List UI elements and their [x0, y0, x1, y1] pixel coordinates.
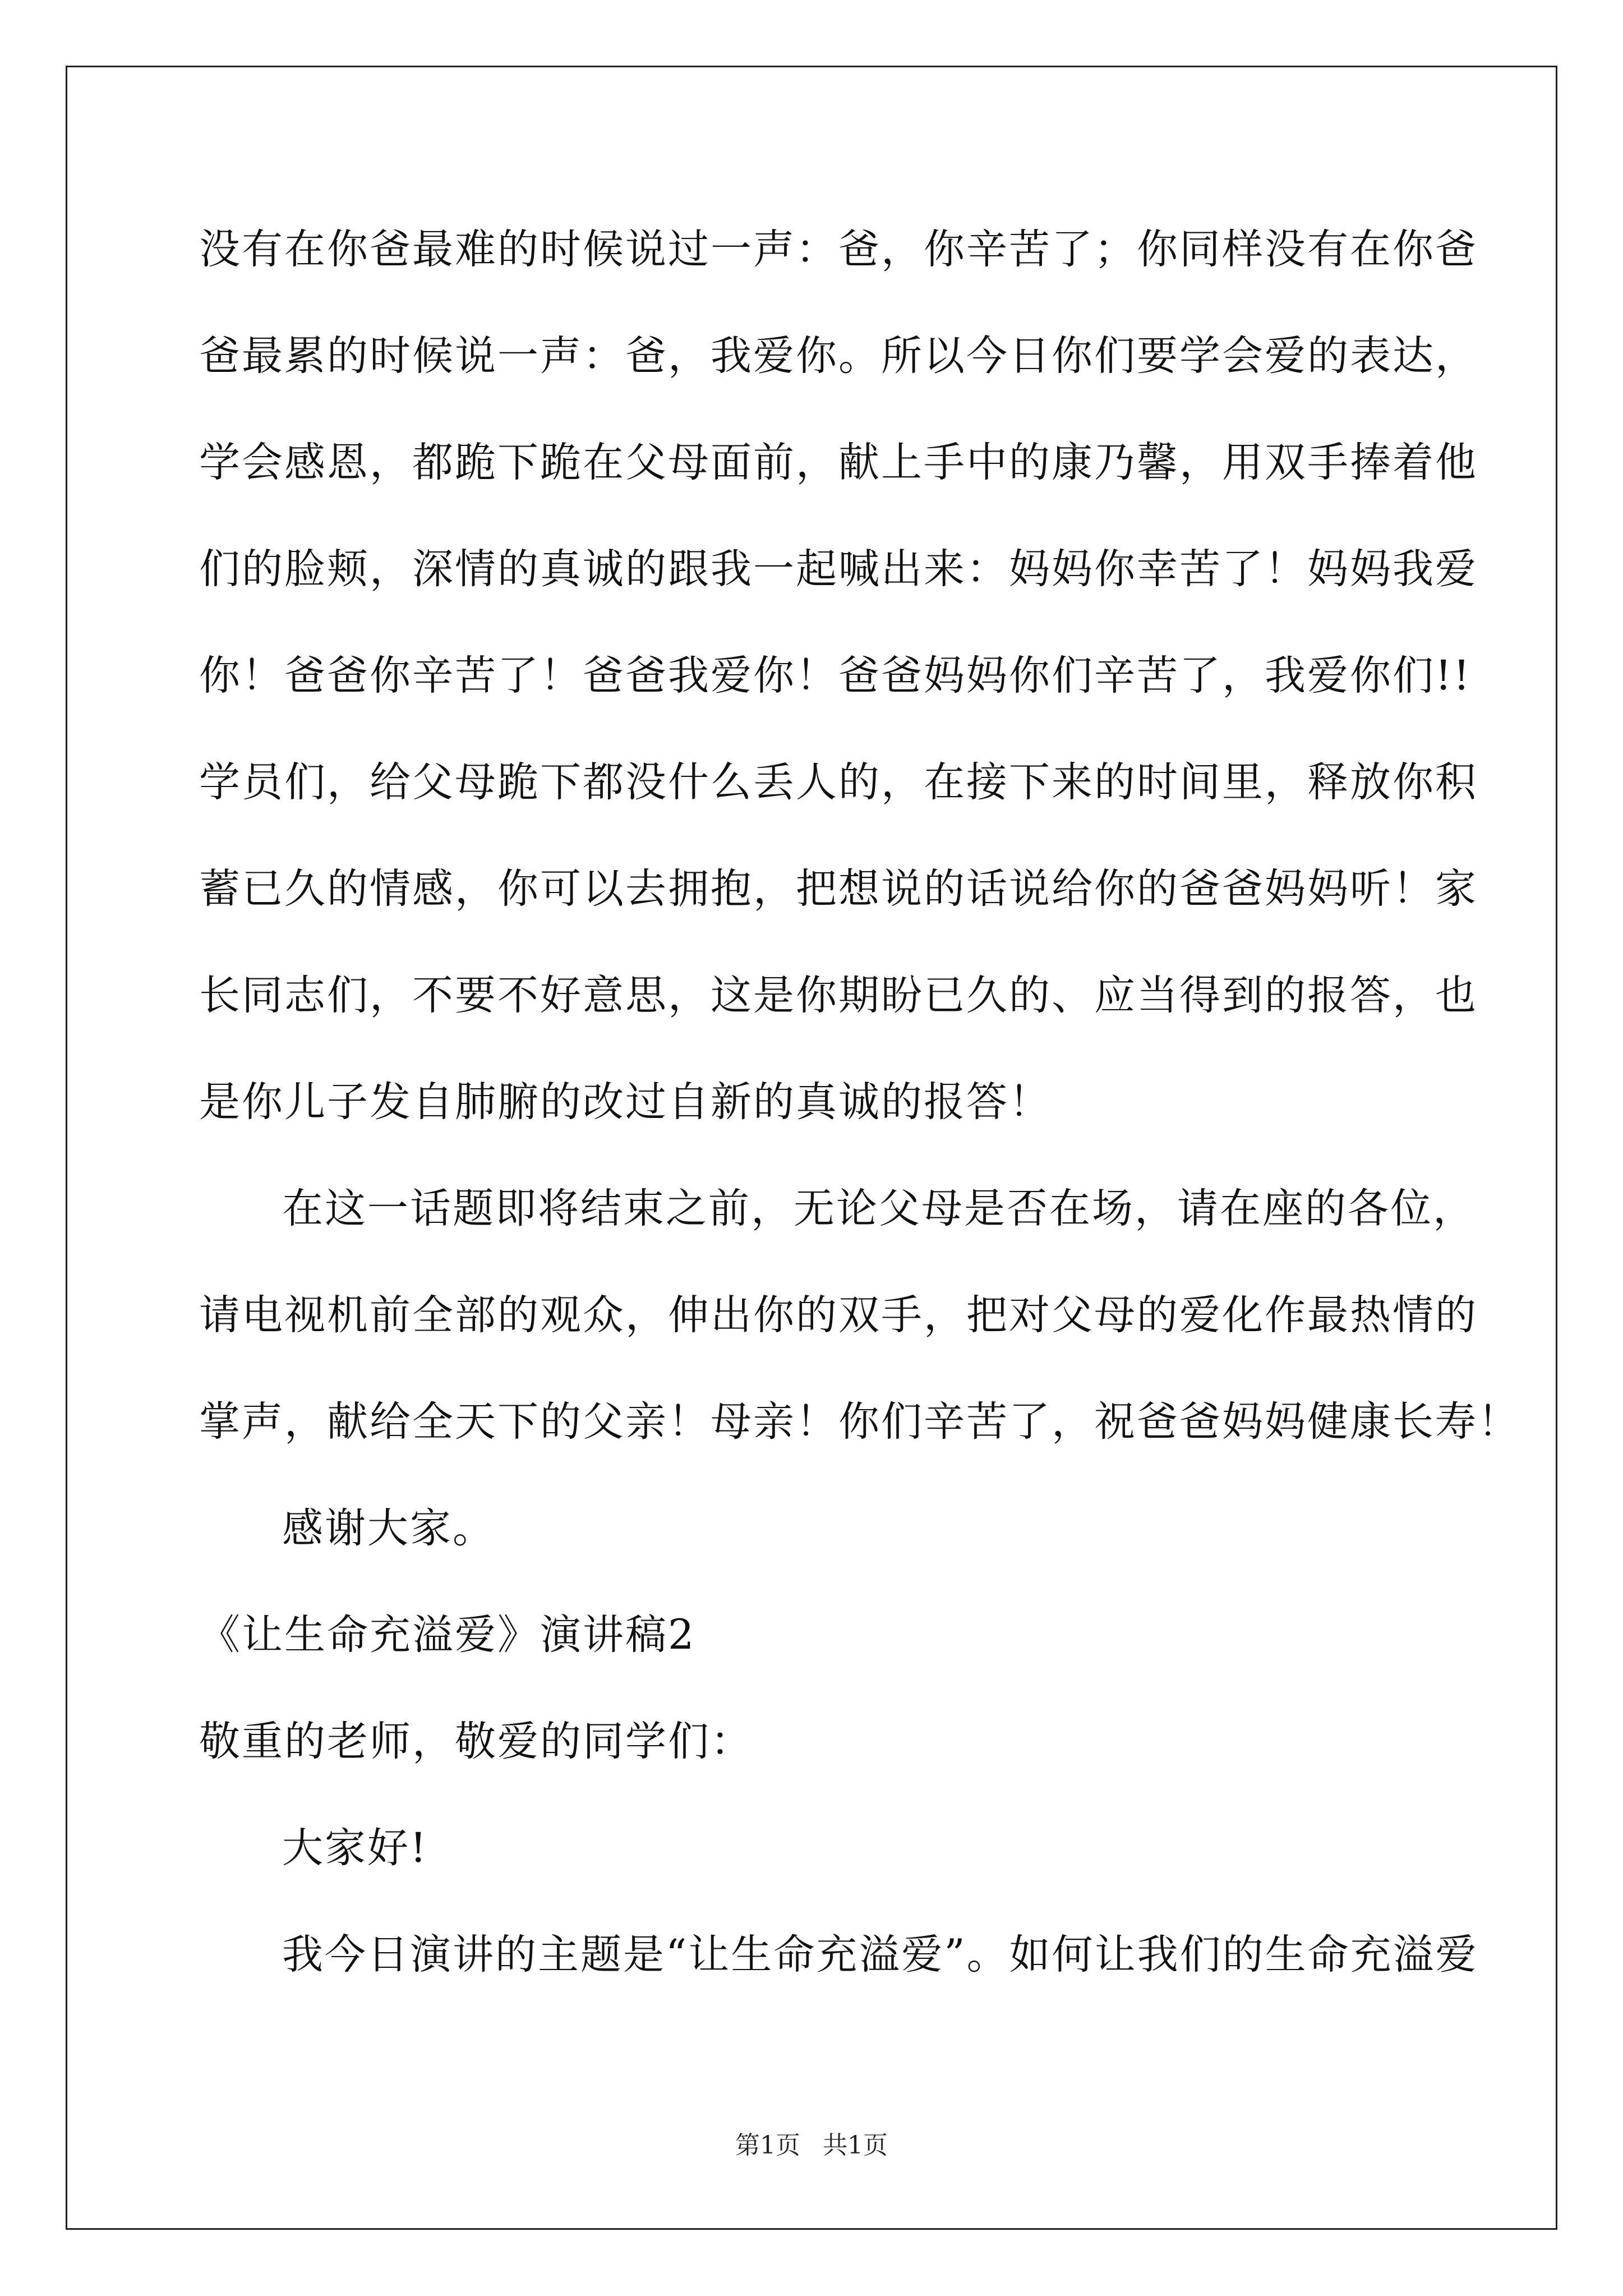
- paragraph-line-4: 们的脸颊，深情的真诚的跟我一起喊出来：妈妈你幸苦了！妈妈我爱: [199, 545, 1478, 593]
- greeting: 大家好!: [282, 1824, 428, 1872]
- paragraph-line-2: 爸最累的时候说一声：爸，我爱你。所以今日你们要学会爱的表达，: [199, 332, 1478, 380]
- paragraph-line-1: 没有在你爸最难的时候说过一声：爸，你辛苦了；你同样没有在你爸: [199, 226, 1478, 273]
- paragraph-line-6: 学员们，给父母跪下都没什么丢人的，在接下来的时间里，释放你积: [199, 758, 1478, 806]
- page-total: 共1页: [823, 2131, 888, 2160]
- page-border: [66, 66, 1557, 2230]
- paragraph-line-10: 在这一话题即将结束之前，无论父母是否在场，请在座的各位，: [282, 1185, 1476, 1232]
- section-title: 《让生命充溢爱》演讲稿2: [199, 1611, 696, 1659]
- paragraph-line-3: 学会感恩，都跪下跪在父母面前，献上手中的康乃馨，用双手捧着他: [199, 439, 1478, 486]
- paragraph-line-8: 长同志们，不要不好意思，这是你期盼已久的、应当得到的报答，也: [199, 972, 1478, 1019]
- page-footer: [0, 2129, 1623, 2162]
- paragraph-line-17: 我今日演讲的主题是“让生命充溢爱”。如何让我们的生命充溢爱: [282, 1931, 1478, 1978]
- paragraph-line-11: 请电视机前全部的观众，伸出你的双手，把对父母的爱化作最热情的: [199, 1291, 1478, 1339]
- paragraph-line-7: 蓄已久的情感，你可以去拥抱，把想说的话说给你的爸爸妈妈听！家: [199, 865, 1478, 913]
- paragraph-line-9: 是你儿子发自肺腑的改过自新的真诚的报答！: [199, 1078, 1052, 1126]
- paragraph-line-5: 你！爸爸你辛苦了！爸爸我爱你！爸爸妈妈你们辛苦了，我爱你们!!: [199, 652, 1472, 700]
- closing-thanks: 感谢大家。: [282, 1504, 495, 1552]
- paragraph-line-12: 掌声，献给全天下的父亲！母亲！你们辛苦了，祝爸爸妈妈健康长寿！: [199, 1398, 1520, 1446]
- page-number: 第1页: [735, 2131, 800, 2160]
- salutation: 敬重的老师，敬爱的同学们：: [199, 1718, 753, 1765]
